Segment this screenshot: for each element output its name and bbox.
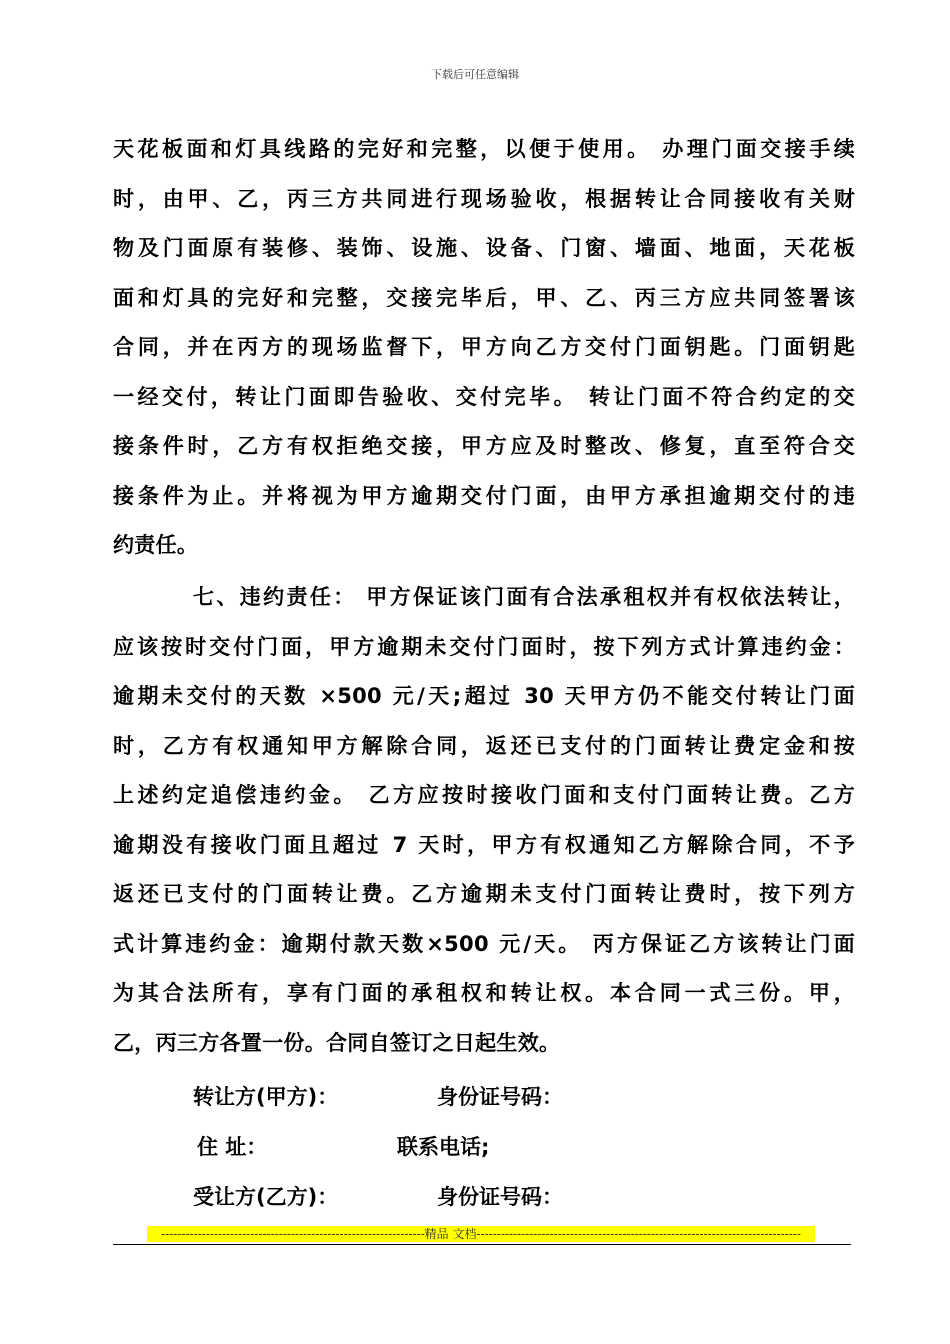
text-line: 乙，丙三方各置一份。合同自签订之日起生效。 xyxy=(113,1030,561,1055)
header-note: 下载后可任意编辑 xyxy=(431,68,519,81)
text-line: 返还已支付的门面转让费。乙方逾期未支付门面转让费时，按下列方 xyxy=(113,882,855,906)
phone-label: 联系电话; xyxy=(397,1135,490,1159)
text-line: 接条件为止。并将视为甲方逾期交付门面，由甲方承担逾期交付的违 xyxy=(113,483,855,508)
address-label: 住 址： xyxy=(197,1135,268,1159)
paragraph-handover xyxy=(113,125,855,571)
text-line: 合同，并在丙方的现场监督下，甲方向乙方交付门面钥匙。门面钥匙 xyxy=(113,335,855,359)
footer-divider xyxy=(113,1244,851,1245)
text-line: 逾期没有接收门面且超过 7 天时，甲方有权通知乙方解除合同，不予 xyxy=(113,832,855,857)
text-line: 接条件时，乙方有权拒绝交接，甲方应及时整改、修复，直至符合交 xyxy=(113,434,855,458)
text-line: 应该按时交付门面，甲方逾期未交付门面时，按下列方式计算违约金： xyxy=(113,634,855,659)
text-line: 上述约定追偿违约金。 乙方应按时接收门面和支付门面转让费。乙方 xyxy=(113,783,855,807)
transferor-label: 转让方(甲方)： xyxy=(193,1085,339,1109)
text-line-indented: 七、违约责任： 甲方保证该门面有合法承租权并有权依法转让， xyxy=(193,585,855,609)
text-line: 为其合法所有，享有门面的承租权和转让权。本合同一式三份。甲， xyxy=(113,981,855,1005)
text-line: 天花板面和灯具线路的完好和完整，以便于使用。 办理门面交接手续 xyxy=(113,137,855,161)
text-line: 时，乙方有权通知甲方解除合同，返还已支付的门面转让费定金和按 xyxy=(113,733,855,758)
paragraph-breach-liability xyxy=(113,573,855,1068)
text-line: 面和灯具的完好和完整，交接完毕后，甲、乙、丙三方应共同签署该 xyxy=(113,285,855,310)
text-line: 时，由甲、乙，丙三方共同进行现场验收，根据转让合同接收有关财 xyxy=(113,186,855,211)
text-line: 式计算违约金：逾期付款天数×500 元/天。 丙方保证乙方该转让门面 xyxy=(113,931,855,956)
id-number-label: 身份证号码： xyxy=(437,1185,563,1209)
transferee-label: 受让方(乙方)： xyxy=(193,1185,339,1209)
text-line: 物及门面原有装修、装饰、设施、设备、门窗、墙面、地面，天花板 xyxy=(113,236,855,260)
text-line: 一经交付，转让门面即告验收、交付完毕。 转让门面不符合约定的交 xyxy=(113,384,855,409)
text-line: 约责任。 xyxy=(113,533,199,557)
footer-highlight-bar: -----------------------------------------------------------------精品 文档-------------------------------------------------------------------------------- xyxy=(147,1226,815,1242)
id-number-label: 身份证号码： xyxy=(437,1085,563,1109)
text-line: 逾期未交付的天数 ×500 元/天;超过 30 天甲方仍不能交付转让门面 xyxy=(113,684,855,708)
